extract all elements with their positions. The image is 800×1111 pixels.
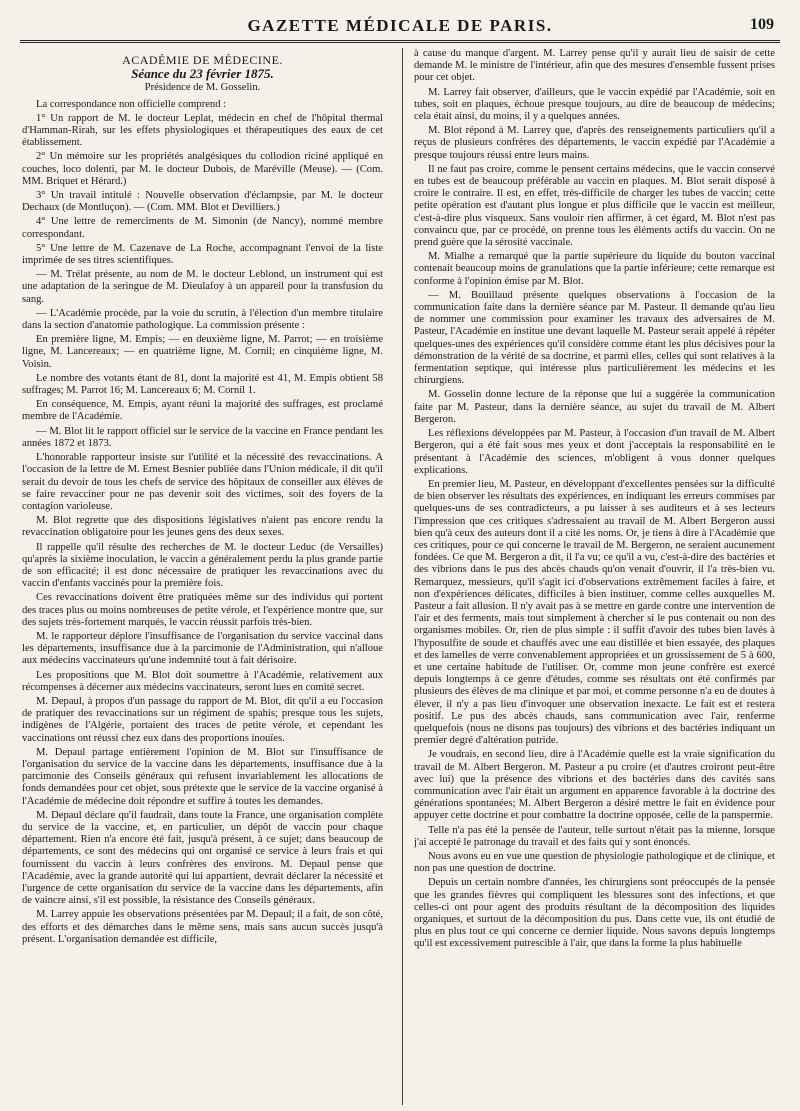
paragraph: M. Larrey appuie les observations présentées par M. Depaul; il a fait, de son côté, des efforts et des démarches dans le même sens, mais sans aucun succès jusqu'à présent. L'organisation demandée est difficile, (22, 909, 383, 945)
paragraph: M. Depaul partage entièrement l'opinion de M. Blot sur l'insuffisance de l'organisation du service de la vaccine dans les départements, insuffisance due à la parcimonie des Conseils généraux qui refusent invariablement les allocations de fonds demandées pour cet objet, sous prétexte que le service de la vaccine organisé à l'Académie de médecine doit répondre et suffire à toutes les demandes. (22, 746, 383, 807)
session-date: Séance du 23 février 1875. (131, 66, 274, 82)
paragraph: Les réflexions développées par M. Pasteur, à l'occasion d'un travail de M. Albert Bergeron, qui a été fait sous mes yeux et dont j'acceptais la responsabilité en le présentant à l'Académie des sciences, m'obligent à vous donner quelques explications. (414, 428, 775, 476)
column-rule (402, 48, 403, 1105)
paragraph: En première ligne, M. Empis; — en deuxième ligne, M. Parrot; — en troisième ligne, M. Lancereaux; — en quatrième ligne, M. Cornil; en cinquième ligne, M. Voisin. (22, 334, 383, 370)
paragraph: La correspondance non officielle comprend : (36, 98, 227, 110)
paragraph: M. Gosselin donne lecture de la réponse que lui a suggérée la communication faite par M. Pasteur, dans la dernière séance, au sujet du travail de M. Albert Bergeron. (414, 389, 775, 425)
paragraph: En premier lieu, M. Pasteur, en développant d'excellentes pensées sur la difficulté de bien observer les résultats des expériences, en indiquant les erreurs commises par quelques-uns de ses contradicteurs, a pu laisser à ses auditeurs et à ses lecteurs l'impression que ces critiques s'adressaient au travail de M. Albert Bergeron aussi bien qu'à ceux des auteurs dont il a cité les noms. Or, je tiens à dire à l'Académie que ces critiques, pour ce qui concerne le travail de M. Bergeron, ne seraient aucunement fondées. Ce que M. Bergeron a dit, il l'a vu; ce qu'il a vu, c'est-à-dire des bactéries et des vibrions dans le pus des abcès chauds qu'on venait d'ouvrir, il l'a très-bien vu. Remarquez, messieurs, qu'il s'agit ici d'observations extrêmement faciles à faire, et non d'expériences délicates, difficiles à bien instituer, comme celles auxquelles M. Pasteur a fait allusion. Il n'y avait pas à se mettre en garde contre une intervention de l'air et des ferments, mais tout simplement à chercher si le pus contenait ou non des organismes mobiles. Or, rien de plus simple : il suffit d'avoir des tubes bien lavés à l'hyposulfite de soude et chauffés avec une eau distillée et bien essayée, des plaques et des lamelles de verre convenablement appropriées et un grossissement de 5 à 600, et une certaine habitude de l'utiliser. Or, comme mon jeune confrère est exercé depuis longtemps à ce genre d'études, comme ses résultats ont été confirmés par plusieurs des élèves de ma clinique et par moi, et comme personne n'a eu de doutes à élever, il n'y a pas lieu d'invoquer une observation inexacte. Le fait est et restera positif. Le pus des abcès chauds, sans communication avec l'air, renferme quelquefois (nous ne disons pas toujours) des vibrions et des bactéries indiquant un premier degré d'altération putride. (414, 478, 775, 747)
paragraph: Les propositions que M. Blot doit soumettre à l'Académie, relativement aux récompenses à décerner aux médecins vaccinateurs, seront lues en comité secret. (22, 669, 383, 693)
paragraph: Il ne faut pas croire, comme le pensent certains médecins, que le vaccin conservé en tubes est de beaucoup préférable au vaccin en plaques. M. Blot serait disposé à croire le contraire. Il est, en effet, très-difficile de charger les tubes de vaccin; cette petite opération est d'autant plus longue et plus difficile que le vaccin est meilleur, c'est-à-dire plus visqueux. Sans vouloir rien affirmer, à cet égard, M. Blot n'est pas convaincu que, par ce procédé, on prenne tous les éléments actifs du vaccin. On ne prend guère que la sérosité vaccinale. (414, 163, 775, 249)
paragraph: 5° Une lettre de M. Cazenave de La Roche, accompagnant l'envoi de la liste imprimée de ses titres scientifiques. (22, 242, 383, 267)
paragraph: L'honorable rapporteur insiste sur l'utilité et la nécessité des revaccinations. A l'occasion de la lettre de M. Ernest Besnier publiée dans l'Union médicale, il dit qu'il serait du devoir de tous les chefs de service des hôpitaux de conseiller aux élèves de se faire revacciner pour ne pas devenir soit des victimes, soit des foyers de la contagion varioleuse. (22, 452, 383, 512)
paragraph: 3° Un travail intitulé : Nouvelle observation d'éclampsie, par M. le docteur Dechaux (de Montluçon). — (Com. MM. Blot et Devilliers.) (22, 190, 383, 214)
paragraph: M. Blot regrette que des dispositions législatives n'aient pas encore rendu la revaccination obligatoire pour les jeunes gens des deux sexes. (22, 515, 383, 539)
paragraph: M. Blot répond à M. Larrey que, d'après des renseignements particuliers qu'il a reçus de plusieurs confrères des départements, le vaccin expédié par l'Académie a presque toujours réussi entre leurs mains. (414, 125, 775, 161)
page-header (20, 10, 780, 43)
paragraph: 1° Un rapport de M. le docteur Leplat, médecin en chef de l'hôpital thermal d'Hamman-Rirah, sur les effets physiologiques et thérapeutiques des eaux de cet établissement. (22, 112, 383, 149)
paragraph: Telle n'a pas été la pensée de l'auteur, telle surtout n'était pas la mienne, lorsque j'ai accepté le patronage du travail et des faits qui y sont énoncés. (414, 824, 775, 848)
paragraph: En conséquence, M. Empis, ayant réuni la majorité des suffrages, est proclamé membre de l'Académie. (22, 399, 383, 423)
paragraph: 4° Une lettre de remercîments de M. Simonin (de Nancy), nommé membre correspondant. (22, 216, 383, 240)
right-column (414, 48, 775, 1105)
paragraph: — M. Trélat présente, au nom de M. le docteur Leblond, un instrument qui est une adaptation de la seringue de M. Dieulafoy à un appareil pour la transfusion du sang. (22, 269, 383, 305)
paragraph: Ces revaccinations doivent être pratiquées même sur des individus qui portent des traces plus ou moins nombreuses de petite vérole, et l'expérience montre que, sur des sujets très-fortement marqués, le vaccin réussit parfois très-bien. (22, 592, 383, 628)
section-title: ACADÉMIE DE MÉDECINE. (122, 53, 283, 67)
paragraph: — M. Blot lit le rapport officiel sur le service de la vaccine en France pendant les années 1872 et 1873. (22, 425, 383, 449)
paragraph: M. Depaul, à propos d'un passage du rapport de M. Blot, dit qu'il a eu l'occasion de pratiquer des revaccinations sur un régiment de spahis; presque tous les sujets, indigènes de l'Algérie, portaient des traces de petite vérole, et cependant les vaccinations ont réussi chez eux dans des proportions inouïes. (22, 695, 383, 744)
paragraph: à cause du manque d'argent. M. Larrey pense qu'il y aurait lieu de saisir de cette demande M. le ministre de l'intérieur, afin que des mesures d'ensemble fussent prises pour cet objet. (414, 48, 775, 84)
paragraph: Nous avons eu en vue une question de physiologie pathologique et de clinique, et non pas une question de doctrine. (414, 851, 775, 875)
paragraph: M. Depaul déclare qu'il faudrait, dans toute la France, une organisation complète du service de la vaccine, et, en particulier, un dépôt de vaccin pour chaque département. Rien n'a encore été fait, jusqu'à présent, à ce sujet; dans beaucoup de départements, ce sont des médecins qui ont organisé ce service à leurs frais et qui fournissent du vaccin à leurs confrères des environs. M. Depaul pense que l'Académie, avec la grande autorité qui lui appartient, devrait déclarer la nécessité et l'urgence de cette organisation du service de la vaccine dans les départements, afin de vaincre ainsi, s'il est possible, la résistance des Conseils généraux. (22, 809, 383, 907)
paragraph: Il rappelle qu'il résulte des recherches de M. le docteur Leduc (de Versailles) qu'après la sixième inoculation, le vaccin a généralement perdu la plus grande partie de son efficacité; il est donc nécessaire de pratiquer les revaccinations avec du vaccin d'enfants vaccinés pour la première fois. (22, 541, 383, 590)
journal-title: GAZETTE MÉDICALE DE PARIS. (247, 16, 553, 35)
paragraph: Le nombre des votants étant de 81, dont la majorité est 41, M. Empis obtient 58 suffrages; M. Parrot 16; M. Lancereaux 6; M. Cornil 1. (22, 372, 383, 397)
paragraph: Depuis un certain nombre d'années, les chirurgiens sont préoccupés de la pensée que les grandes fièvres qui compliquent les blessures sont des infections, et que celles-ci ont pour agent des produits résultant de la décomposition des liquides organiques, et surtout de la décomposition du pus. Dans cette vue, ils ont étudié de plus en plus tout ce qui concerne ce dernier liquide. Nous savons depuis longtemps qu'il est excessivement putrescible à l'air, que dans la forme la plus habituelle (414, 877, 775, 950)
page-number: 109 (750, 16, 774, 33)
presidency-line: Présidence de M. Gosselin. (144, 82, 261, 94)
paragraph: — L'Académie procède, par la voie du scrutin, à l'élection d'un membre titulaire dans la section d'anatomie pathologique. La commission présente : (22, 307, 383, 332)
paragraph: M. Mialhe a remarqué que la partie supérieure du liquide du bouton vaccinal contenait beaucoup moins de granulations que la partie inférieure; cette remarque est conforme à l'opinion émise par M. Blot. (414, 251, 775, 287)
paragraph: Je voudrais, en second lieu, dire à l'Académie quelle est la vraie signification du travail de M. Albert Bergeron. M. Pasteur a pu croire (et d'autres croiront peut-être avec lui) que la présence des vibrions et des bactéries dans des cavités sans communication avec l'air était un argument en apparence favorable à la doctrine des générations spontanées; M. Albert Bergeron a désiré mettre le fait en évidence pour appuyer cette doctrine et pour combattre la doctrine opposée, celle de la panspermie. (414, 749, 775, 822)
left-column (22, 48, 383, 1105)
paragraph: 2° Un mémoire sur les propriétés analgésiques du collodion riciné appliqué en couches, loco dolenti, par M. le docteur Dubois, de Maréville (Meuse). — (Com. MM. Briquet et Hérard.) (22, 151, 383, 187)
paragraph: M. le rapporteur déplore l'insuffisance de l'organisation du service vaccinal dans les départements, insuffisance due à la parcimonie de l'Administration, qui n'alloue aux médecins vaccinateurs qu'une indemnité tout à fait dérisoire. (22, 630, 383, 667)
paragraph: M. Larrey fait observer, d'ailleurs, que le vaccin expédié par l'Académie, soit en tubes, soit en plaques, échoue presque toujours, au dire de beaucoup de médecins; cela était ainsi, du moins, il y a quelques années. (414, 86, 775, 123)
paragraph: — M. Bouillaud présente quelques observations à l'occasion de la communication faite dans la dernière séance par M. Pasteur. Il demande qu'au lieu de nommer une commission pour examiner les travaux des adversaires de M. Pasteur, l'Académie en institue une devant laquelle M. Pasteur serait appelé à répéter quelques-unes des expériences qu'il considère comme étant les plus décisives pour la démonstration de la vérité de sa doctrine, et parmi elles, celles qui sont relatives à la fermentation septique, qui intéresse plus particulièrement les médecins et les chirurgiens. (414, 289, 775, 387)
